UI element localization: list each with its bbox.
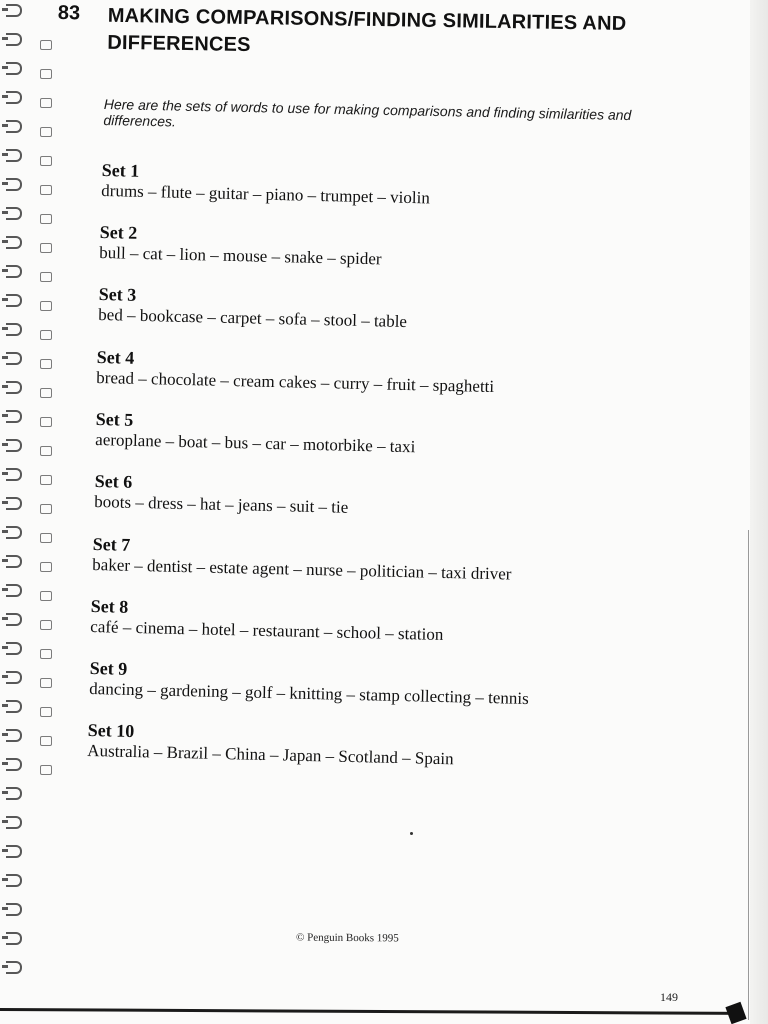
set-item [89,658,670,713]
page-title: MAKING COMPARISONS/FINDING SIMILARITIES AND DIFFERENCES [107,4,627,57]
set-item [94,471,675,526]
set-item [99,222,680,277]
set-words: bed – bookcase – carpet – sofa – stool – table [98,304,408,331]
set-heading: Set 9 [89,658,128,679]
set-item [95,409,676,464]
copyright-notice: © Penguin Books 1995 [295,931,399,945]
set-heading: Set 3 [98,284,137,305]
set-words: bread – chocolate – cream cakes – curry – fruit – spaghetti [96,367,495,397]
set-item [92,534,673,589]
set-heading: Set 10 [87,720,135,742]
set-words: drums – flute – guitar – piano – trumpet – violin [101,180,431,208]
set-words: dancing – gardening – golf – knitting – stamp collecting – tennis [89,678,529,708]
set-item [96,347,677,402]
set-item [87,720,668,775]
set-heading: Set 4 [96,347,135,368]
unit-number: 83 [57,2,81,25]
set-words: boots – dress – hat – jeans – suit – tie [94,491,349,517]
set-heading: Set 5 [95,409,134,430]
set-words: bull – cat – lion – mouse – snake – spider [99,242,382,269]
set-words: baker – dentist – estate agent – nurse – politician – taxi driver [92,554,512,584]
set-heading: Set 8 [90,596,129,617]
speck [410,832,413,835]
set-heading: Set 1 [101,160,140,181]
set-item [90,596,671,651]
set-words: café – cinema – hotel – restaurant – school – station [90,616,444,645]
set-item [101,160,682,215]
page-number: 149 [660,990,678,1004]
intro-text: Here are the sets of words to use for making comparisons and finding similarities and differences. [103,96,632,130]
set-words: aeroplane – boat – bus – car – motorbike – taxi [95,429,416,457]
set-heading: Set 6 [94,471,133,492]
set-heading: Set 7 [92,534,131,555]
set-item [98,284,679,339]
set-heading: Set 2 [99,222,138,243]
set-words: Australia – Brazil – China – Japan – Scotland – Spain [87,740,454,769]
